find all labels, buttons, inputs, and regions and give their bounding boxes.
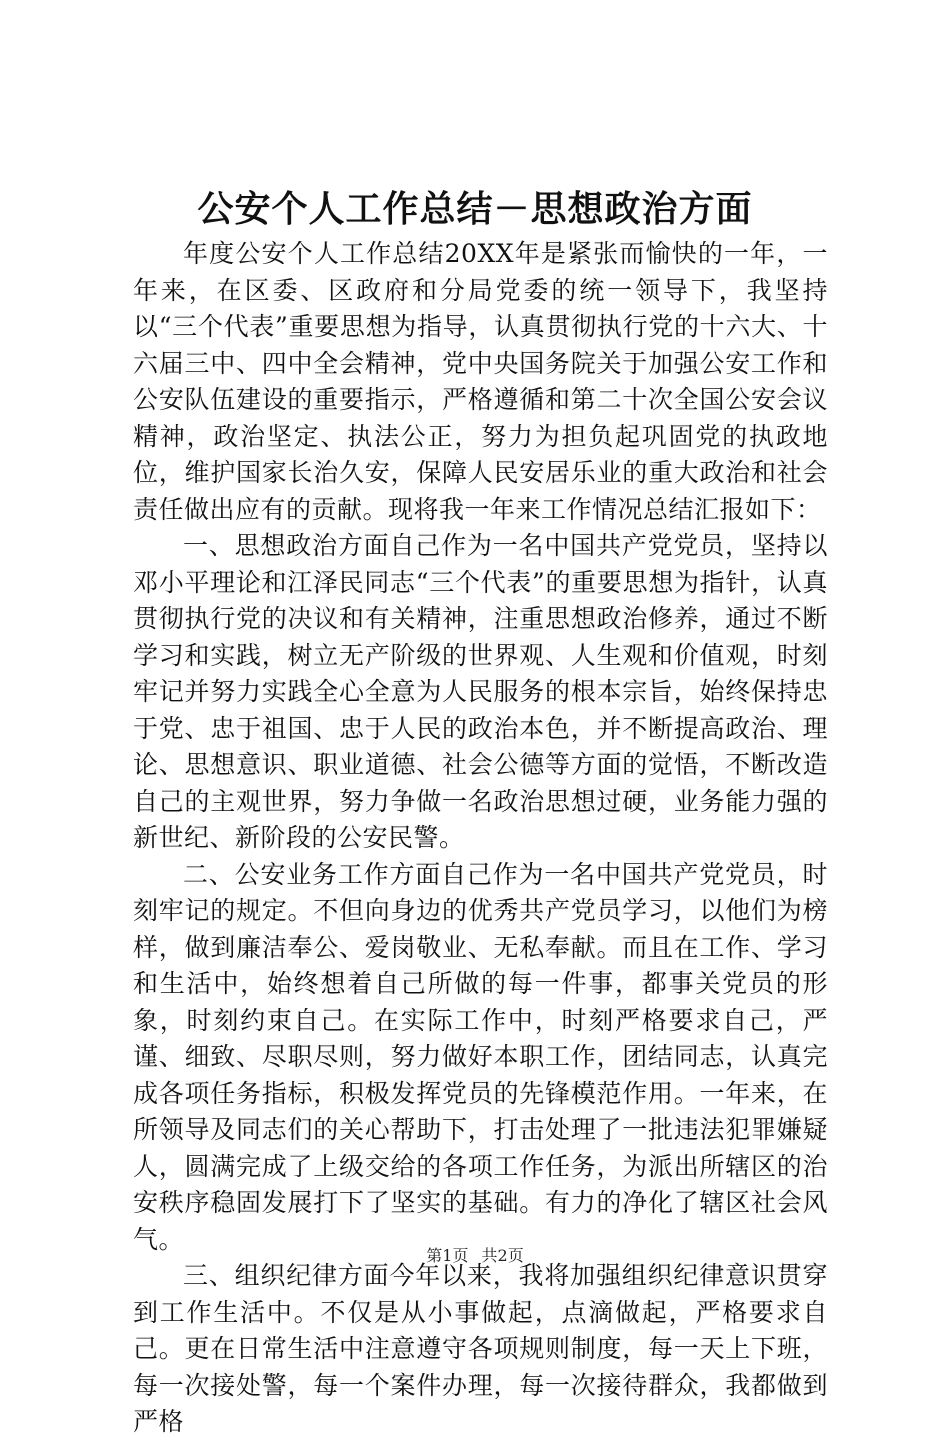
page-footer <box>0 1244 950 1268</box>
paragraph-intro: 年度公安个人工作总结20XX年是紧张而愉快的一年，一年来，在区委、区政府和分局党委的统一领导下，我坚持以“三个代表”重要思想为指导，认真贯彻执行党的十六大、十六届三中、四中全会精神，党中央国务院关于加强公安工作和公安队伍建设的重要指示，严格遵循和第二十次全国公安会议精神，政治坚定、执法公正，努力为担负起巩固党的执政地位，维护国家长治久安，保障人民安居乐业的重大政治和社会责任做出应有的贡献。现将我一年来工作情况总结汇报如下： <box>133 239 828 524</box>
page-number: 第1页 <box>426 1246 469 1265</box>
page-total: 共2页 <box>481 1246 524 1265</box>
paragraph-police-work: 二、公安业务工作方面自己作为一名中国共产党党员，时刻牢记的规定。不但向身边的优秀共产党员学习，以他们为榜样，做到廉洁奉公、爱岗敬业、无私奉献。而且在工作、学习和生活中，始终想着自己所做的每一件事，都事关党员的形象，时刻约束自己。在实际工作中，时刻严格要求自己，严谨、细致、尽职尽则，努力做好本职工作，团结同志，认真完成各项任务指标，积极发挥党员的先锋模范作用。一年来，在所领导及同志们的关心帮助下，打击处理了一批违法犯罪嫌疑人，圆满完成了上级交给的各项工作任务，为派出所辖区的治安秩序稳固发展打下了坚实的基础。有力的净化了辖区社会风气。 <box>133 859 828 1254</box>
paragraph-discipline: 三、组织纪律方面今年以来，我将加强组织纪律意识贯穿到工作生活中。不仅是从小事做起，点滴做起，严格要求自己。更在日常生活中注意遵守各项规则制度，每一天上下班，每一次接处警，每一个案件办理，每一次接待群众，我都做到严格 <box>133 1261 828 1436</box>
paragraph-political-thought: 一、思想政治方面自己作为一名中国共产党党员，坚持以邓小平理论和江泽民同志“三个代表”的重要思想为指针，认真贯彻执行党的决议和有关精神，注重思想政治修养，通过不断学习和实践，树立无产阶级的世界观、人生观和价值观，时刻牢记并努力实践全心全意为人民服务的根本宗旨，始终保持忠于党、忠于祖国、忠于人民的政治本色，并不断提高政治、理论、思想意识、职业道德、社会公德等方面的觉悟，不断改造自己的主观世界，努力争做一名政治思想过硬，业务能力强的新世纪、新阶段的公安民警。 <box>133 531 828 852</box>
document-title: 公安个人工作总结－思想政治方面 <box>197 188 753 230</box>
